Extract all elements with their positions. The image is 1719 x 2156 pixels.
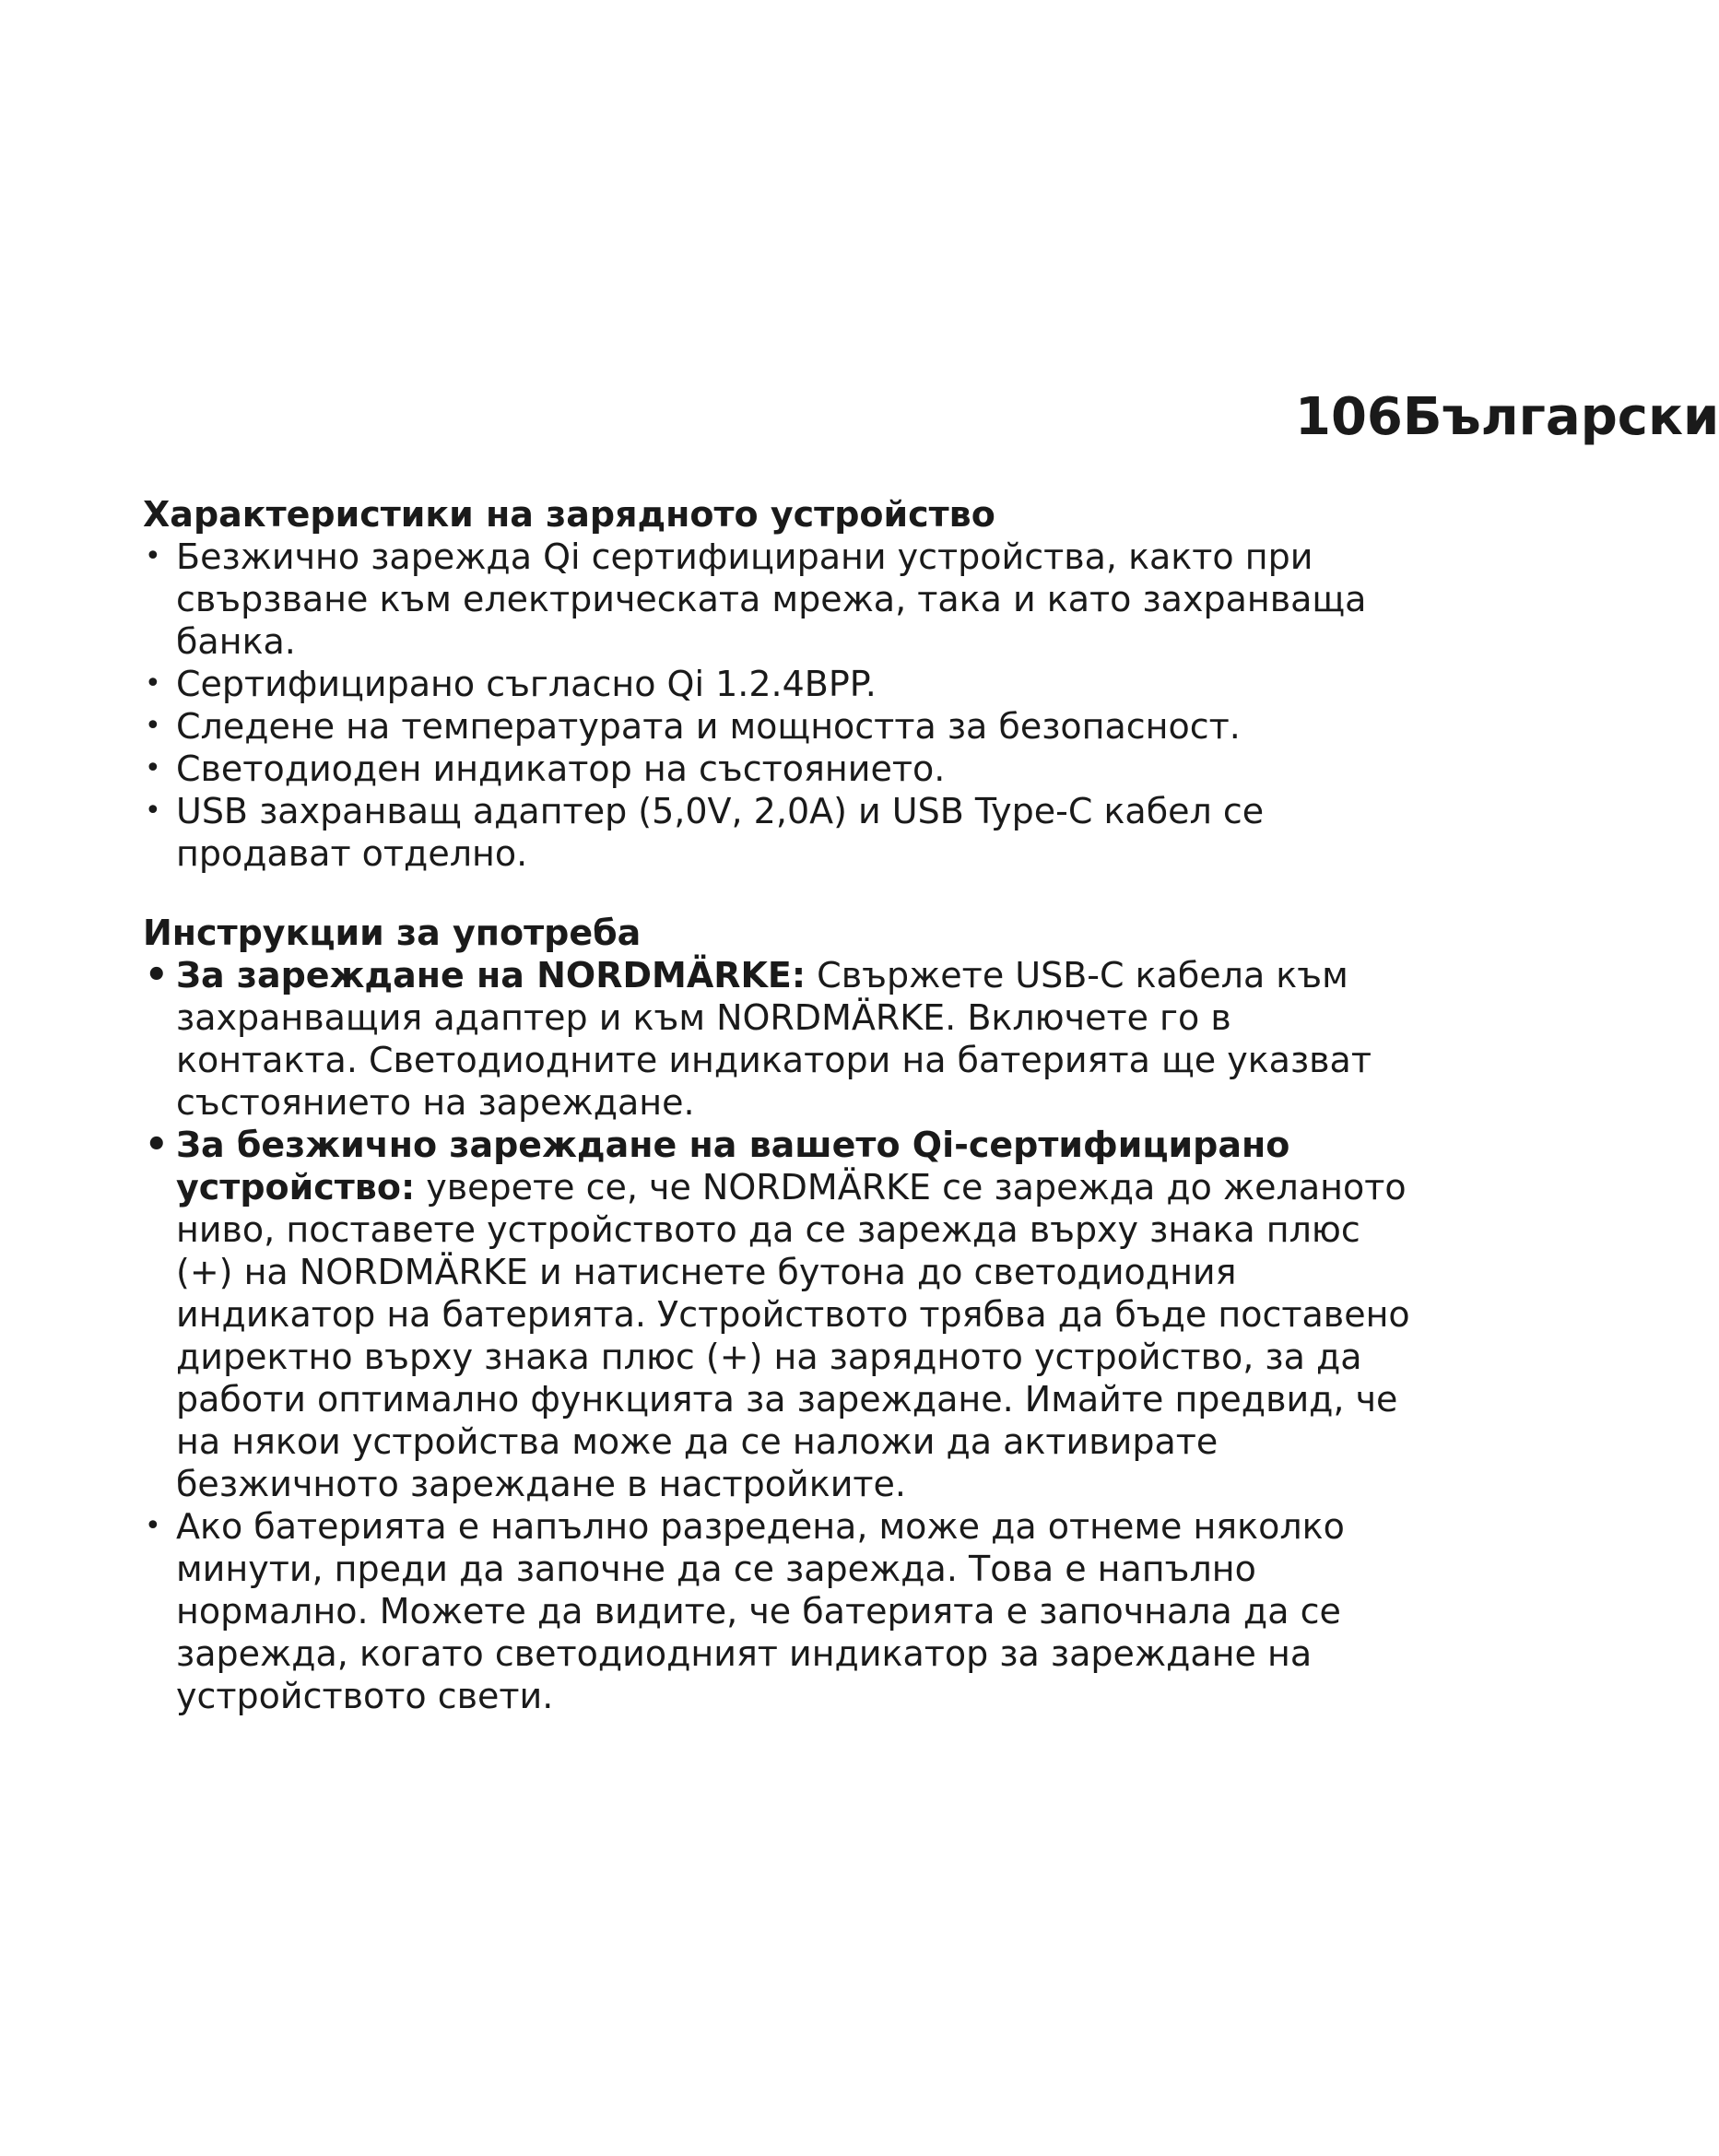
charger-features-section bbox=[143, 493, 1415, 875]
features-list bbox=[143, 536, 1415, 875]
list-item bbox=[143, 1124, 1415, 1505]
bullet-icon: • bbox=[145, 1124, 169, 1166]
list-item bbox=[143, 748, 1415, 790]
item-text: Светодиоден индикатор на състоянието. bbox=[176, 748, 946, 789]
bullet-icon: • bbox=[145, 540, 161, 572]
list-item bbox=[143, 954, 1415, 1124]
item-text: Свържете USB-C кабела към захранващия адаптер и към NORDMÄRKE. Включете го в контакта. Светодиодните индикатори на батерията ще указват състоянието на зареждане. bbox=[176, 955, 1372, 1123]
bullet-icon: • bbox=[145, 954, 169, 996]
bullet-icon: • bbox=[145, 710, 161, 742]
list-item bbox=[143, 663, 1415, 705]
list-item bbox=[143, 790, 1415, 875]
page-header bbox=[1295, 385, 1719, 450]
bullet-icon: • bbox=[145, 795, 161, 827]
usage-instructions-section bbox=[143, 912, 1415, 1717]
item-lead: За безжично зареждане на вашето Qi-сертифицирано устройство: bbox=[176, 1125, 1290, 1208]
instructions-list bbox=[143, 954, 1415, 1717]
bullet-icon: • bbox=[145, 667, 161, 700]
document-body bbox=[143, 493, 1415, 1717]
list-item bbox=[143, 705, 1415, 748]
list-item bbox=[143, 1505, 1415, 1717]
page-number-language: 106Български bbox=[1295, 387, 1719, 447]
item-text: Следене на температурата и мощността за безопасност. bbox=[176, 706, 1241, 747]
item-text: Сертифицирано съгласно Qi 1.2.4BPP. bbox=[176, 664, 877, 704]
bullet-icon: • bbox=[145, 1510, 161, 1542]
item-text: Безжично зарежда Qi сертифицирани устройства, както при свързване към електрическата мрежа, така и като захранваща банка. bbox=[176, 536, 1367, 662]
list-item bbox=[143, 536, 1415, 663]
item-text: уверете се, че NORDMÄRKE се зарежда до желаното ниво, поставете устройството да се зарежда върху знака плюс (+) на NORDMÄRKE и натиснете бутона до светодиодния индикатор на батерията. Устройството трябва да бъде поставено директно върху знака плюс (+) на зарядното устройство, за да работи оптимално функцията за зареждане. Имайте предвид, че на някои устройства може да се наложи да активирате безжичното зареждане в настройките. bbox=[176, 1167, 1410, 1504]
item-lead: За зареждане на NORDMÄRKE: bbox=[176, 955, 807, 996]
section-title: Характеристики на зарядното устройство bbox=[143, 494, 995, 535]
bullet-icon: • bbox=[145, 752, 161, 784]
item-text: USB захранващ адаптер (5,0V, 2,0A) и USB Type-C кабел се продават отделно. bbox=[176, 791, 1265, 874]
item-text: Ако батерията е напълно разредена, може да отнеме няколко минути, преди да започне да се зарежда. Това е напълно нормално. Можете да видите, че батерията е започнала да се зарежда, когато светодиодният индикатор за зареждане на устройството свети. bbox=[176, 1506, 1345, 1716]
section-title: Инструкции за употреба bbox=[143, 913, 642, 953]
